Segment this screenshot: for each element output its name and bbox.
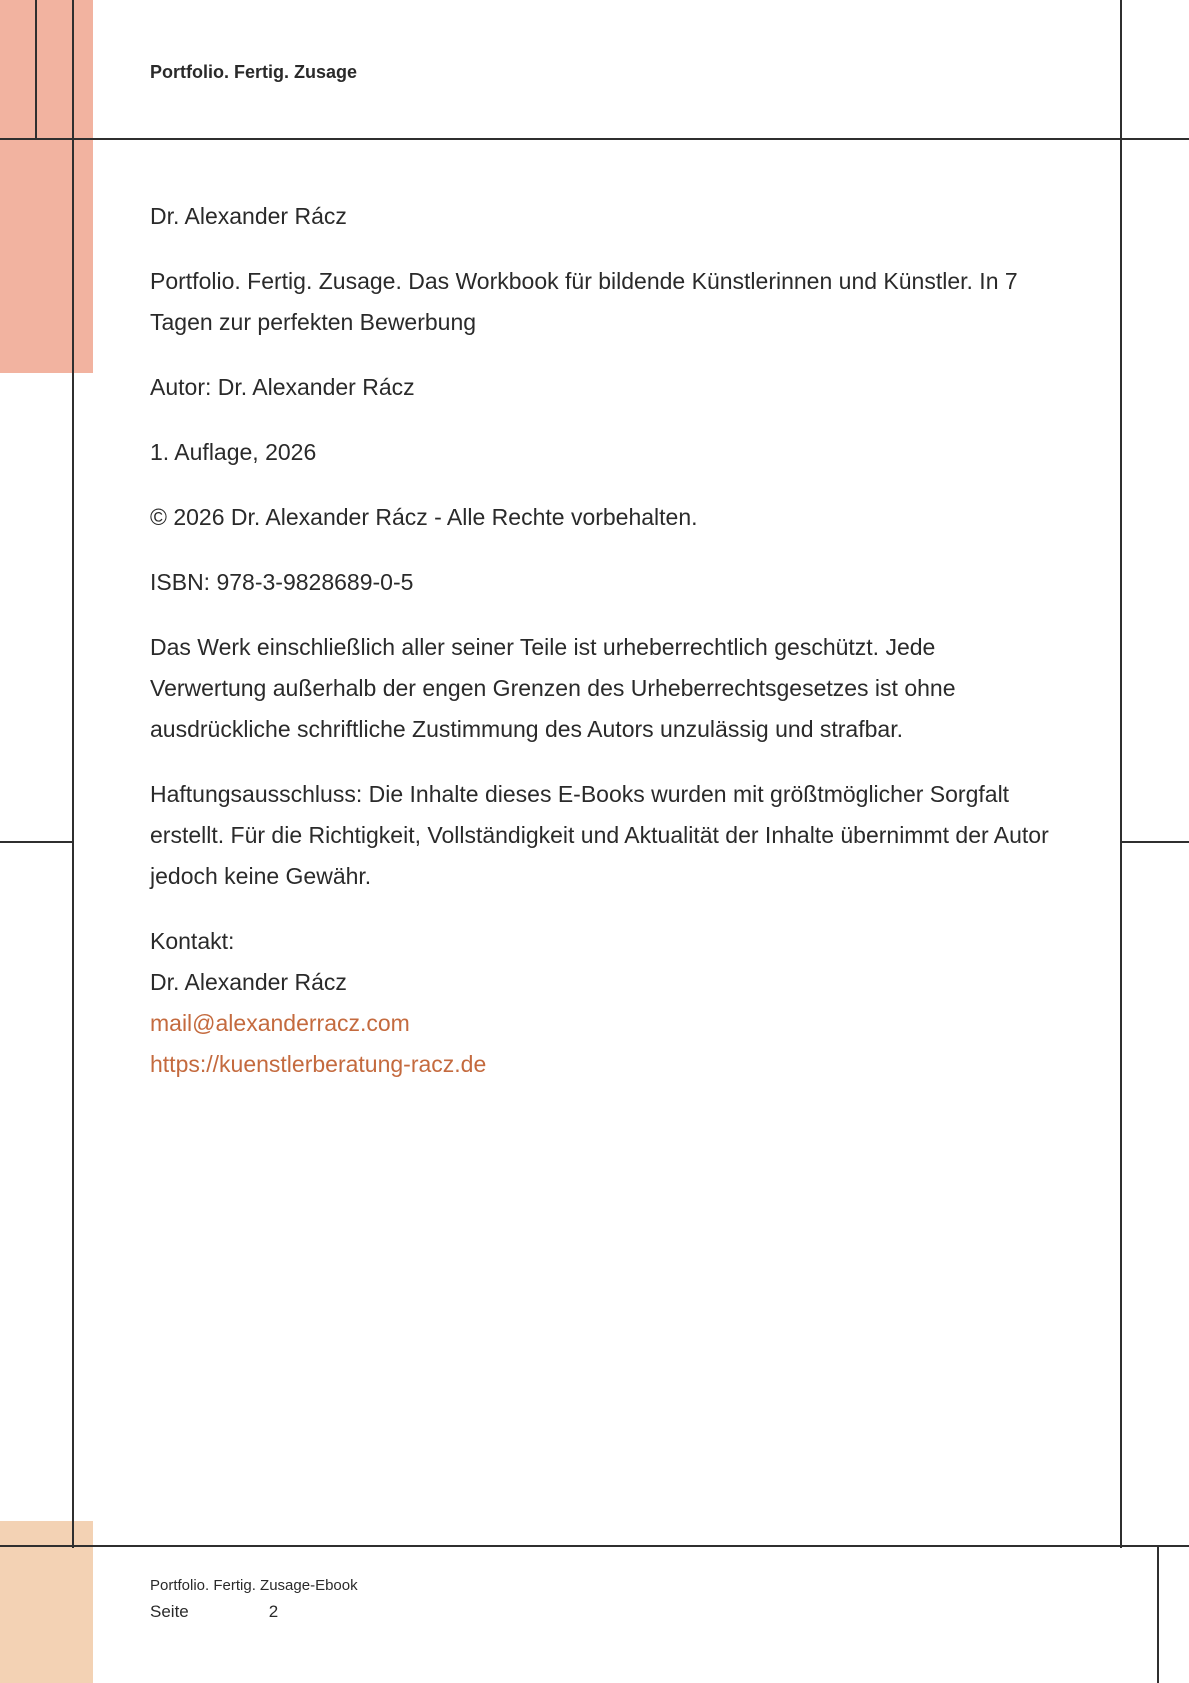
- contact-block: [150, 921, 1050, 1085]
- rights-notice: Das Werk einschließlich aller seiner Teile ist urheberrechtlich geschützt. Jede Verwertung außerhalb der engen Grenzen des Urheberrechtsgesetzes ist ohne ausdrückliche schriftliche Zustimmung des Autors unzulässig und strafbar.: [150, 634, 956, 742]
- frame-line: [1120, 0, 1122, 1548]
- disclaimer: Haftungsausschluss: Die Inhalte dieses E-Books wurden mit größtmöglicher Sorgfalt erstellt. Für die Richtigkeit, Vollständigkeit und Aktualität der Inhalte übernimmt der Autor jedoch keine Gewähr.: [150, 781, 1049, 889]
- page-label: Seite: [150, 1602, 189, 1621]
- edition: 1. Auflage, 2026: [150, 439, 317, 465]
- author-line: Autor: Dr. Alexander Rácz: [150, 374, 415, 400]
- book-title: Portfolio. Fertig. Zusage. Das Workbook für bildende Künstlerinnen und Künstler. In 7 Tagen zur perfekten Bewerbung: [150, 268, 1018, 335]
- website-link[interactable]: https://kuenstlerberatung-racz.de: [150, 1051, 487, 1077]
- footer-ebook-label: Portfolio. Fertig. Zusage-Ebook: [150, 1577, 358, 1594]
- decorative-block-top: [0, 0, 93, 373]
- header-title: Portfolio. Fertig. Zusage: [150, 62, 358, 82]
- page-number: 2: [268, 1602, 279, 1621]
- frame-line: [1157, 1545, 1159, 1683]
- page-indicator: [150, 1602, 358, 1622]
- email-link[interactable]: mail@alexanderracz.com: [150, 1010, 410, 1036]
- footer-divider: [0, 1545, 1189, 1547]
- frame-line: [1120, 841, 1189, 843]
- contact-heading: Kontakt:: [150, 928, 235, 954]
- header-divider: [0, 138, 1189, 140]
- imprint-content: [150, 196, 1050, 1085]
- footer: [150, 1577, 358, 1622]
- frame-line: [0, 841, 74, 843]
- frame-line: [35, 0, 37, 139]
- isbn: ISBN: 978-3-9828689-0-5: [150, 569, 414, 595]
- author-name: Dr. Alexander Rácz: [150, 203, 347, 229]
- frame-line: [72, 0, 74, 1548]
- contact-name: Dr. Alexander Rácz: [150, 969, 347, 995]
- copyright: © 2026 Dr. Alexander Rácz - Alle Rechte vorbehalten.: [150, 504, 698, 530]
